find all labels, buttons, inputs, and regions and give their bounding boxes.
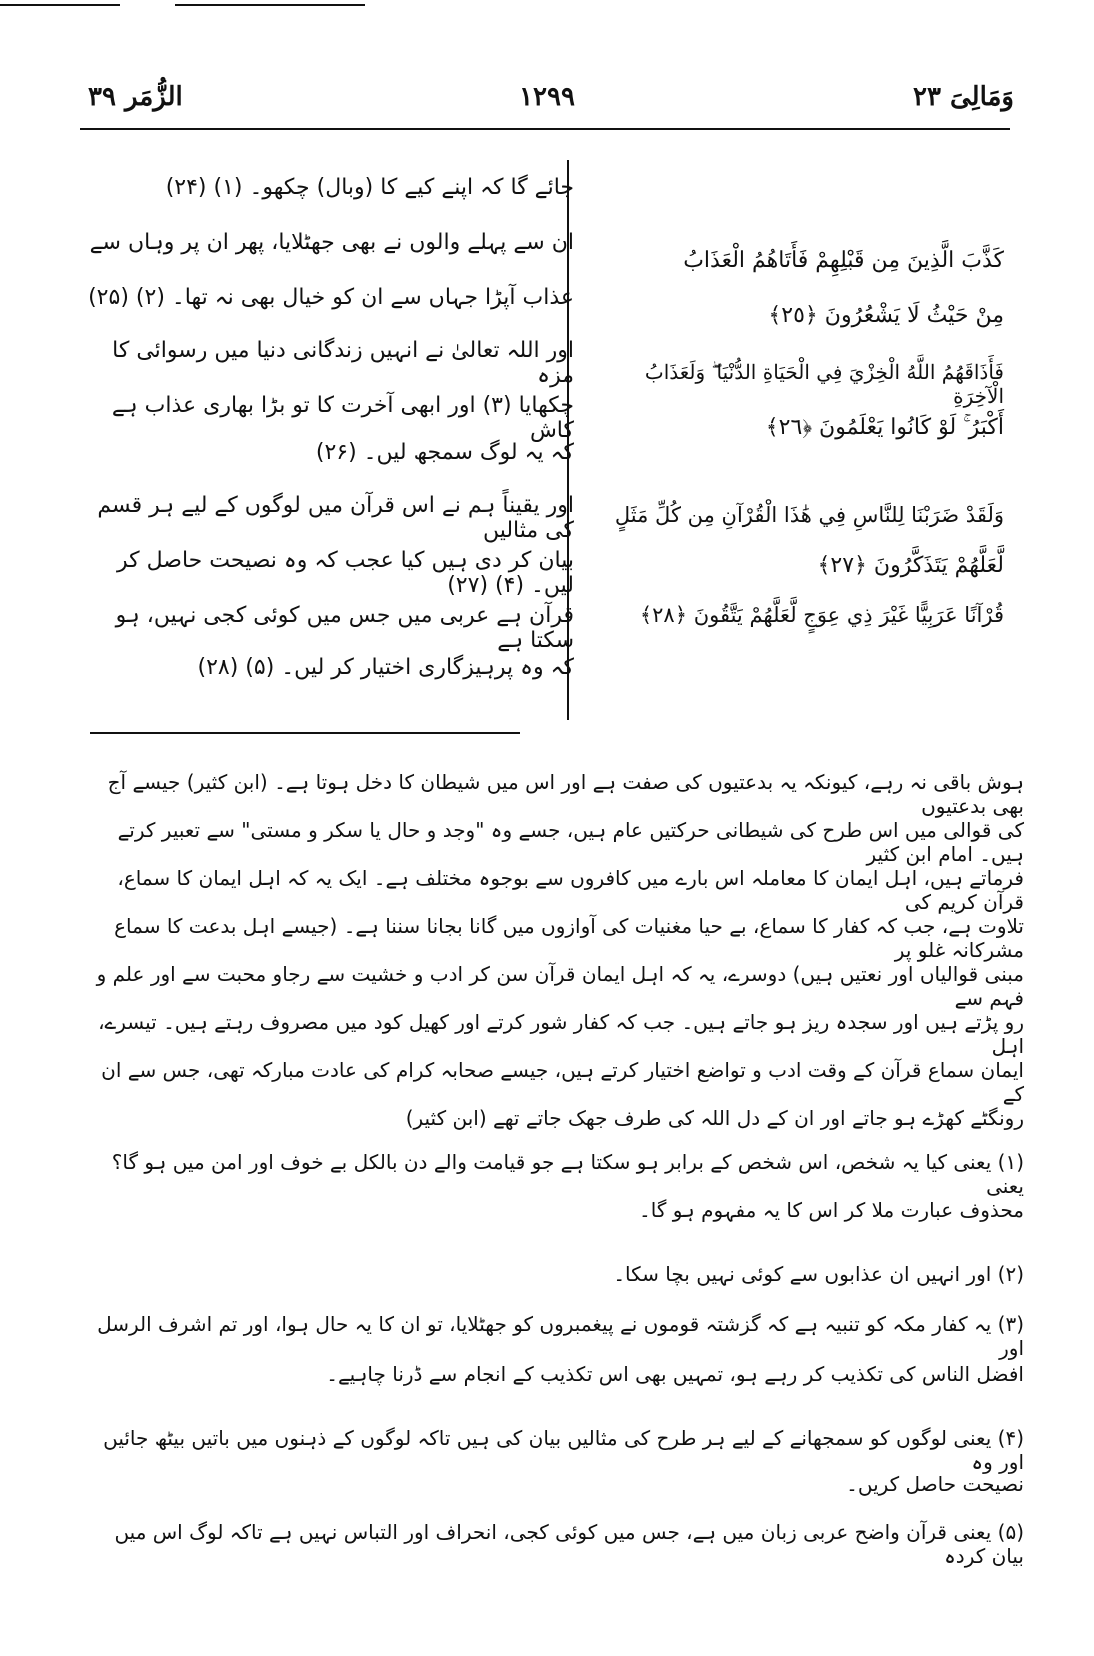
arabic-verse-line: أَكْبَرُ ۚ لَوْ كَانُوا يَعْلَمُونَ ﴿٢٦﴾: [765, 415, 1004, 440]
footnote-line: فرماتے ہیں، اہل ایمان کا معاملہ اس بارے میں کافروں سے بوجوہ مختلف ہے۔ ایک یہ کہ اہل ایمان کا سماع، قرآن کریم کی: [117, 866, 1024, 914]
arabic-verse-line: وَلَقَدْ ضَرَبْنَا لِلنَّاسِ فِي هَٰذَا الْقُرْآنِ مِن كُلِّ مَثَلٍ: [614, 503, 1004, 527]
translation-line: اور یقیناً ہم نے اس قرآن میں لوگوں کے لیے ہر قسم کی مثالیں: [97, 493, 574, 543]
translation-line: چکھایا (۳) اور ابھی آخرت کا تو بڑا بھاری عذاب ہے کاش: [111, 393, 574, 443]
footnote-separator: [90, 732, 520, 734]
footnote-line: (۱) یعنی کیا یہ شخص، اس شخص کے برابر ہو سکتا ہے جو قیامت والے دن بالکل بے خوف اور امن میں ہو گا؟ یعنی: [111, 1150, 1024, 1198]
footnote-line: (۲) اور انہیں ان عذابوں سے کوئی نہیں بچا سکا۔: [613, 1262, 1024, 1286]
translation-line: کہ وہ پرہیزگاری اختیار کر لیں۔ (۵) (۲۸): [197, 655, 574, 680]
footnote-line: محذوف عبارت ملا کر اس کا یہ مفہوم ہو گا۔: [639, 1198, 1024, 1222]
footnote-line: (۴) یعنی لوگوں کو سمجھانے کے لیے ہر طرح کی مثالیں بیان کی ہیں تاکہ لوگوں کے ذہنوں میں باتیں بیٹھ جائیں اور وہ: [103, 1426, 1024, 1474]
translation-line: قرآن ہے عربی میں جس میں کوئی کجی نہیں، ہو سکتا ہے: [115, 603, 574, 653]
translation-line: بیان کر دی ہیں کیا عجب کہ وہ نصیحت حاصل کر لیں۔ (۴) (۲۷): [117, 548, 574, 598]
header-right-juz: وَمَالِیَ ۲۳: [913, 82, 1014, 112]
page-number: ۱۲۹۹: [519, 82, 575, 112]
footnote-line: ایمان سماع قرآن کے وقت ادب و تواضع اختیار کرتے ہیں، جیسے صحابہ کرام کی عادت مبارکہ تھی، جس سے ان کے: [101, 1058, 1024, 1106]
translation-line: ان سے پہلے والوں نے بھی جھٹلایا، پھر ان پر وہاں سے: [89, 230, 574, 255]
footnote-line: (۳) یہ کفار مکہ کو تنبیہ ہے کہ گزشتہ قوموں نے پیغمبروں کو جھٹلایا، تو ان کا یہ حال ہوا، اور تم اشرف الرسل اور: [97, 1312, 1024, 1360]
footnote-line: افضل الناس کی تکذیب کر رہے ہو، تمہیں بھی اس تکذیب کے انجام سے ڈرنا چاہیے۔: [326, 1362, 1024, 1386]
footnote-line: رو پڑتے ہیں اور سجدہ ریز ہو جاتے ہیں۔ جب کہ کفار شور کرتے اور کھیل کود میں مصروف رہتے ہیں۔ تیسرے، اہل: [98, 1010, 1024, 1058]
translation-line: جائے گا کہ اپنے کیے کا (وبال) چکھو۔ (۱) (۲۴): [165, 175, 574, 200]
translation-line: کہ یہ لوگ سمجھ لیں۔ (۲۶): [315, 440, 574, 465]
header-rule: [80, 128, 1010, 130]
top-rule-left: [0, 4, 120, 6]
footnote-line: (۵) یعنی قرآن واضح عربی زبان میں ہے، جس میں کوئی کجی، انحراف اور التباس نہیں ہے تاکہ لوگ اس میں بیان کردہ: [114, 1520, 1024, 1568]
footnote-line: ہوش باقی نہ رہے، کیونکہ یہ بدعتیوں کی صفت ہے اور اس میں شیطان کا دخل ہوتا ہے۔ (ابن کثیر) جیسے آج بھی بدعتیوں: [107, 770, 1024, 818]
footnote-line: تلاوت ہے، جب کہ کفار کا سماع، بے حیا مغنیات کی آوازوں میں گانا بجانا سننا ہے۔ (جیسے اہل بدعت کا سماع مشرکانہ غلو پر: [114, 914, 1024, 962]
translation-line: اور اللہ تعالیٰ نے انہیں زندگانی دنیا میں رسوائی کا مزہ: [112, 338, 574, 388]
footnote-line: کی قوالی میں اس طرح کی شیطانی حرکتیں عام ہیں، جسے وہ "وجد و حال یا سکر و مستی" سے تعبیر کرتے ہیں۔ امام ابن کثیر: [117, 818, 1024, 866]
translation-line: عذاب آپڑا جہاں سے ان کو خیال بھی نہ تھا۔ (۲) (۲۵): [88, 285, 574, 310]
footnote-line: نصیحت حاصل کریں۔: [846, 1472, 1024, 1496]
arabic-verse-line: لَّعَلَّهُمْ يَتَذَكَّرُونَ ﴿٢٧﴾: [817, 553, 1004, 578]
footnote-line: رونگٹے کھڑے ہو جاتے اور ان کے دل اللہ کی طرف جھک جاتے تھے (ابن کثیر): [405, 1106, 1024, 1130]
arabic-verse-line: قُرْآنًا عَرَبِيًّا غَيْرَ ذِي عِوَجٍ لَّعَلَّهُمْ يَتَّقُونَ ﴿٢٨﴾: [639, 603, 1004, 627]
arabic-verse-line: مِنْ حَيْثُ لَا يَشْعُرُونَ ﴿٢٥﴾: [768, 303, 1004, 328]
arabic-verse-line: كَذَّبَ الَّذِينَ مِن قَبْلِهِمْ فَأَتَاهُمُ الْعَذَابُ: [683, 248, 1004, 273]
header-left-surah: الزُّمَر ۳۹: [88, 82, 183, 112]
top-rule-right: [175, 4, 365, 6]
arabic-verse-line: فَأَذَاقَهُمُ اللَّهُ الْخِزْيَ فِي الْحَيَاةِ الدُّنْيَا ۖ وَلَعَذَابُ الْآخِرَةِ: [644, 360, 1004, 408]
footnote-line: مبنی قوالیاں اور نعتیں ہیں) دوسرے، یہ کہ اہل ایمان قرآن سن کر ادب و خشیت سے رجاو محبت سے اور علم و فہم سے: [96, 962, 1024, 1010]
